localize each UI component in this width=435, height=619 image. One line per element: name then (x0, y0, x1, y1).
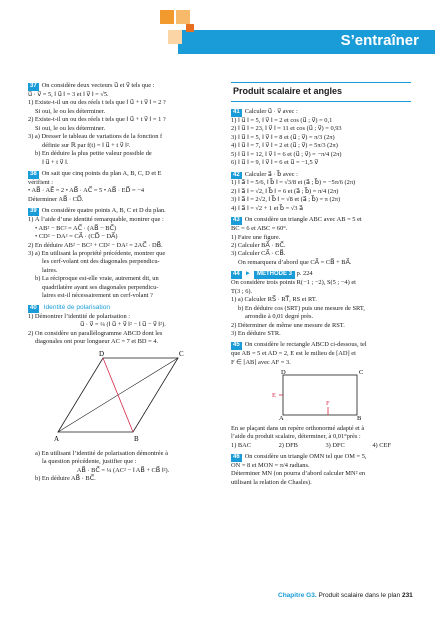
exercise-44 (231, 270, 411, 338)
page-title: S’entraîner (340, 32, 419, 49)
deco-square (186, 24, 194, 32)
page-ref: p. 224 (296, 270, 313, 278)
exercise-heading: Identité de polarisation (43, 303, 111, 311)
point-label: B (134, 435, 139, 444)
question: 2) On considère un parallélogramme ABCD dont les (28, 329, 163, 337)
question: les cerf-volant ont des diagonales perpendicu- (42, 258, 160, 266)
question: b) En déduire AB⃗ · BC⃗. (35, 475, 96, 483)
question: 1) Démontrer l’identité de polarisation : (28, 312, 131, 320)
question: quadrilatère ayant ses diagonales perpendicu- (42, 283, 159, 291)
exercise-37 (28, 82, 218, 167)
exercise-text: On considère le rectangle ABCD ci-dessous, tel (244, 341, 367, 349)
exercise-number: 41 (233, 108, 240, 115)
exercise-number: 38 (30, 170, 37, 177)
question: 5) ‖ u⃗ ‖ = 12, ‖ v⃗ ‖ = 6 et (u⃗ ; v⃗) = −π/4 (2π) (231, 150, 342, 158)
question: 3) ‖ a⃗ ‖ = 2√2, ‖ b⃗ ‖ = √8 et (a⃗ ; b⃗) = π (2π) (231, 196, 341, 204)
page-header (0, 0, 435, 58)
question: Si oui, le ou les déterminer. (35, 107, 106, 115)
question: la question précédente, justifier que : (42, 458, 137, 466)
exercise-text: On considère un triangle OMN tel que OM = 5, (244, 453, 367, 461)
rectangle-figure (231, 367, 411, 421)
left-column (28, 82, 218, 487)
exercise-text: • AB⃗ · AE⃗ = 2 • AB⃗ · AC⃗ = 5 • AB⃗ · ED⃗ = −4 (28, 187, 145, 195)
exercise-text: On sait que cinq points du plan A, B, C, D et E (41, 169, 162, 177)
question: laires est-il nécessairement un cerf-volant ? (42, 292, 153, 300)
question: 1) Existe-t-il un ou des réels t tels que ‖ u⃗ + t v⃗ ‖ = 2 ? (28, 99, 166, 107)
question: 3) ‖ u⃗ ‖ = 5, ‖ v⃗ ‖ = 8 et (u⃗ ; v⃗) = π/3 (2π) (231, 133, 335, 141)
right-column (231, 82, 411, 490)
question: Déterminer AB⃗ · CD⃗. (28, 195, 84, 203)
chapter-title: Produit scalaire dans le plan (318, 592, 401, 599)
exercise-text: BC = 6 et ABC = 60°. (231, 225, 288, 233)
point-label: D (281, 369, 286, 377)
point-label: E (272, 392, 276, 400)
question: b) En déduire la plus petite valeur possible de (35, 150, 152, 158)
question: Si oui, le ou les déterminer. (35, 124, 106, 132)
question: 3) a) En utilisant la propriété précédente, montrer que (28, 249, 166, 257)
formula: u⃗ · v⃗ = ¼ (‖ u⃗ + v⃗ ‖² − ‖ u⃗ − v⃗ ‖²). (80, 321, 166, 329)
point-label: A (279, 415, 284, 422)
question: b) En déduire cos (SRT) puis une mesure de SRT, (238, 304, 365, 312)
page-number: 231 (401, 592, 413, 599)
exercise-text: On considère quatre points A, B, C et D du plan. (41, 207, 166, 215)
exercise-text: Calculer u⃗ · v⃗ avec : (244, 107, 298, 115)
exercise-40 (28, 304, 218, 484)
parallelogram-figure (28, 346, 218, 446)
exercise-text: Calculer a⃗ · b⃗ avec : (244, 170, 298, 178)
exercise-number: 37 (30, 83, 37, 89)
question: b) La réciproque est-elle vraie, autrement dit, un (35, 275, 159, 283)
question: • CD² − DA² = CA⃗ · (CD⃗ − DA⃗) (35, 233, 118, 241)
point-label: D (99, 350, 105, 359)
question: 3) a) Dresser le tableau de variations de la fonction f (28, 133, 163, 141)
deco-square (160, 10, 174, 24)
exercise-number: 42 (233, 171, 240, 178)
method-badge: MÉTHODE 3 (254, 271, 295, 279)
question: ‖ u⃗ + t v⃗ ‖. (42, 158, 69, 166)
exercise-text: On considère un triangle ABC avec AB = 5 et (244, 216, 362, 224)
question: définie sur ℝ par f(t) = ‖ u⃗ + t v⃗ ‖². (42, 141, 131, 149)
question: Déterminer MN (on pourra d’abord calculer MN² en (231, 470, 366, 478)
exercise-41 (231, 108, 411, 168)
list-item: 1) BAC (231, 441, 252, 449)
question: diagonales ont pour longueur AC = 7 et BD = 4. (35, 337, 159, 345)
point-label: C (179, 350, 184, 359)
exercise-text: F ∈ [AB] avec AF = 3. (231, 358, 291, 366)
question: 2) Calculer BA⃗ · BC⃗. (231, 242, 286, 250)
angle-list (231, 442, 411, 450)
deco-square (176, 10, 190, 24)
exercise-39 (28, 207, 218, 300)
exercise-45 (231, 341, 411, 450)
exercise-number: 45 (233, 342, 240, 349)
exercise-43 (231, 216, 411, 267)
question: • AB² − BC² = AC⃗ · (AB⃗ − BC⃗) (35, 224, 117, 232)
question: 2) En déduire AB² − BC² + CD² − DA² = 2AC⃗ · DB⃗. (28, 241, 163, 249)
list-item: 4) CEF (372, 441, 391, 449)
list-item: 2) DFB (278, 441, 298, 449)
question: 1) À l’aide d’une identité remarquable, montrer que : (28, 216, 164, 224)
question: 4) ‖ u⃗ ‖ = 7, ‖ v⃗ ‖ = 2 et (u⃗ ; v⃗) = 5π/3 (2π) (231, 142, 338, 150)
question: 1) a) Calculer RS⃗ · RT⃗, RS et RT. (231, 296, 317, 304)
question: On remarquera d’abord que CA⃗ = CB⃗ + BA⃗. (238, 258, 352, 266)
theme-box (231, 82, 411, 102)
question: l’aide du produit scalaire, déterminer, à 0,01°près : (231, 433, 361, 441)
question: 2) Existe-t-il un ou des réels t tels que ‖ u⃗ + t v⃗ ‖ = 1 ? (28, 116, 166, 124)
question: 1) ‖ u⃗ ‖ = 5, ‖ v⃗ ‖ = 2 et cos (u⃗ ; v⃗) = 0,1 (231, 116, 333, 124)
point-label: B (357, 415, 362, 422)
theme-title: Produit scalaire et angles (233, 86, 343, 96)
exercise-number: 44 (233, 271, 240, 278)
exercise-text: u⃗ · v⃗ = 5, ‖ u⃗ ‖ = 3 et ‖ v⃗ ‖ = √5. (28, 90, 109, 98)
question: 2) ‖ a⃗ ‖ = √2, ‖ b⃗ ‖ = 6 et (a⃗ ; b⃗) = π/4 (2π) (231, 187, 339, 195)
exercise-text: vérifient : (28, 178, 54, 186)
point-label: F (326, 400, 330, 408)
point-label: A (54, 435, 60, 444)
exercise-text: que AB = 5 et AD = 2, E est le milieu de [AD] et (231, 350, 356, 358)
exercise-number: 43 (233, 217, 240, 224)
point-label: C (359, 369, 364, 377)
question: 4) ‖ a⃗ ‖ = √2 + 1 et b⃗ = √3 a⃗ (231, 204, 303, 212)
exercise-text: On considère deux vecteurs u⃗ et v⃗ tels que : (41, 82, 155, 89)
question: arrondie à 0,01 degré près. (245, 313, 314, 321)
list-item: 3) DFC (325, 441, 345, 449)
question: 3) En déduire STR. (231, 330, 281, 338)
exercise-42 (231, 171, 411, 214)
question: 2) ‖ u⃗ ‖ = 23, ‖ v⃗ ‖ = 11 et cos (u⃗ ; v⃗) = 0,93 (231, 125, 342, 133)
exercise-number: 46 (233, 454, 240, 461)
arrow-icon: ► (244, 270, 252, 278)
question: utilisant la relation de Chasles). (231, 478, 312, 486)
exercise-46 (231, 453, 411, 487)
question: a) En utilisant l’identité de polarisation démontrée à (35, 449, 168, 457)
exercise-text: On considère trois points R(−1 ; −2), S(5 ; −4) et (231, 279, 356, 287)
question: 6) ‖ u⃗ ‖ = 9, ‖ v⃗ ‖ = 6 et u⃗ = −1,5 v⃗ (231, 159, 319, 167)
formula: AB⃗ · BC⃗ = ¼ (AC² − ‖ AB⃗ + CB⃗ ‖²). (76, 466, 170, 474)
exercise-text: ON = 8 et MON = π/4 radians. (231, 462, 310, 469)
deco-square (168, 30, 182, 44)
question: 3) Calculer CA⃗ · CB⃗. (231, 250, 286, 258)
question: laires. (42, 266, 58, 274)
question: 1) ‖ a⃗ ‖ = 5/6, ‖ b⃗ ‖ = √3/8 et (a⃗ ; b⃗) = −5π/6 (2π) (231, 179, 356, 187)
chapter-label: Chapitre G3. (278, 592, 317, 599)
exercise-number: 40 (30, 304, 37, 311)
exercise-38 (28, 170, 218, 204)
exercise-text: T(3 ; 6). (231, 287, 253, 295)
page-footer (278, 592, 413, 601)
exercise-number: 39 (30, 208, 37, 215)
question: 1) Faire une figure. (231, 233, 281, 241)
question: En se plaçant dans un repère orthonormé adapté et à (231, 424, 365, 432)
question: 2) Déterminer de même une mesure de RST. (231, 321, 345, 329)
